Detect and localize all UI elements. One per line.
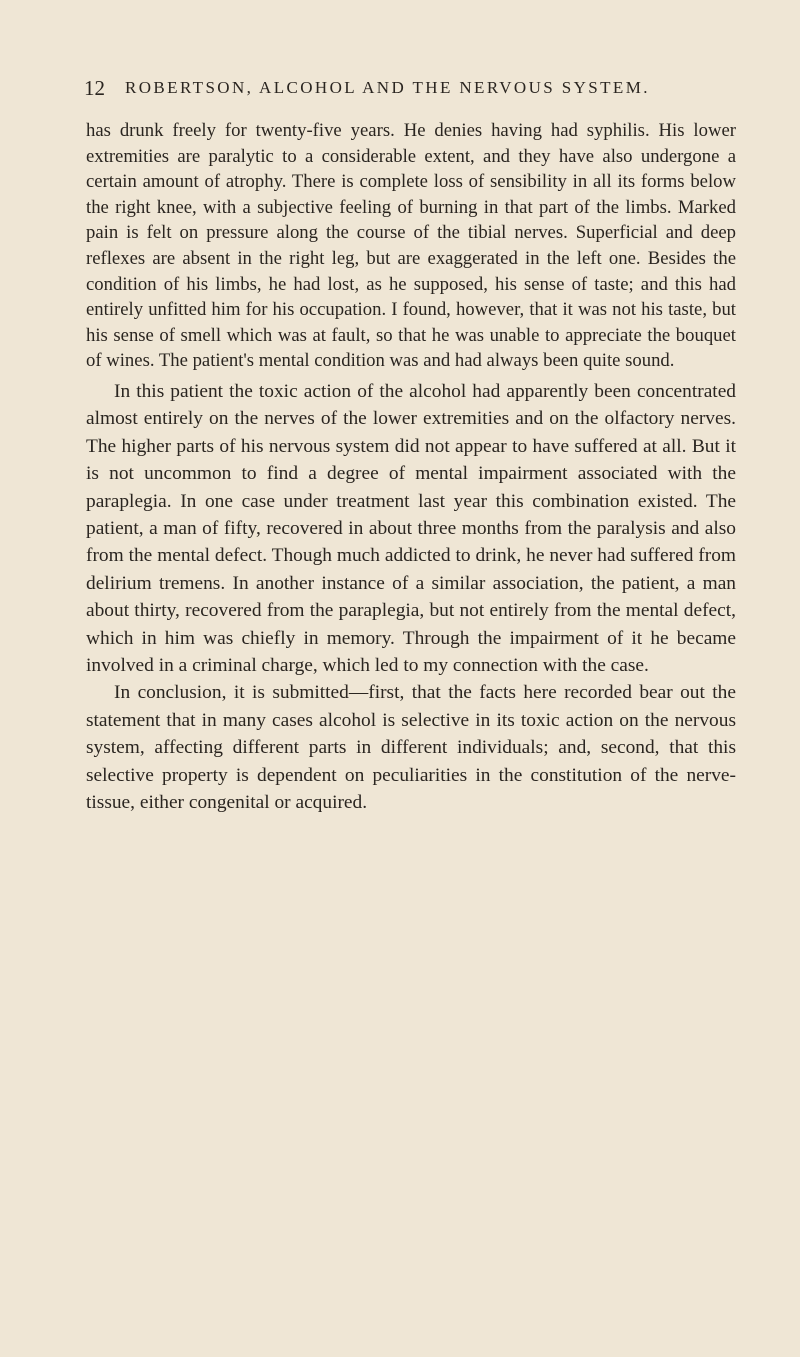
body-text [86,118,736,816]
paragraph-1: has drunk freely for twenty-five years. He denies having had syphilis. His lower extremities are paralytic to a considerable extent, and they have also undergone a certain amount of atrophy. There is complete loss of sensibility in all its forms below the right knee, with a subjective feeling of burning in that part of the limbs. Marked pain is felt on pressure along the course of the tibial nerves. Superficial and deep reflexes are absent in the right leg, but are exaggerated in the left one. Besides the condition of his limbs, he had lost, as he supposed, his sense of taste; and this had entirely unfitted him for his occupation. I found, however, that it was not his taste, but his sense of smell which was at fault, so that he was unable to appreciate the bouquet of wines. The patient's mental condition was and had always been quite sound. [86,120,736,372]
running-head: ROBERTSON, ALCOHOL AND THE NERVOUS SYSTEM. [125,78,650,97]
paragraph-2: In this patient the toxic action of the alcohol had apparently been concentrated almost entirely on the nerves of the lower extremities and on the olfactory nerves. The higher parts of his nervous system did not appear to have suffered at all. But it is not uncommon to find a degree of mental impairment associated with the paraplegia. In one case under treatment last year this combination existed. The patient, a man of fifty, recovered in about three months from the paralysis and also from the mental defect. Though much addicted to drink, he never had suffered from delirium tremens. In another instance of a similar association, the patient, a man about thirty, recovered from the paraplegia, but not entirely from the mental defect, which in him was chiefly in memory. Through the impairment of it he became involved in a criminal charge, which led to my connection with the case. [86,380,736,676]
page-header [84,70,734,106]
page-number: 12 [84,75,105,100]
paragraph-3: In conclusion, it is submitted—first, that the facts here recorded bear out the statement that in many cases alcohol is selective in its toxic action on the nervous system, affecting different parts in different individuals; and, second, that this selective property is dependent on peculiarities in the constitution of the nerve-tissue, either congenital or acquired. [86,682,736,814]
